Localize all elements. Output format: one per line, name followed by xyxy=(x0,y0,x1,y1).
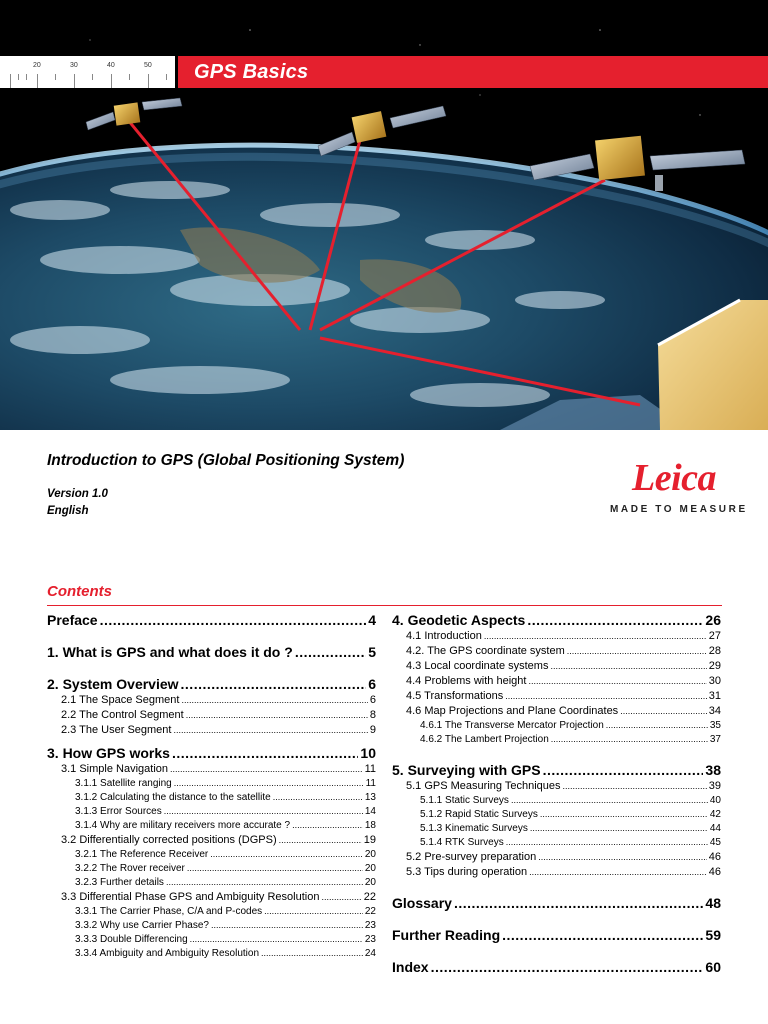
toc-leader-dots xyxy=(511,795,708,805)
toc-leader-dots xyxy=(528,676,706,686)
toc-leader-dots xyxy=(186,710,368,720)
toc-entry-page: 23 xyxy=(364,920,376,931)
toc-entry[interactable] xyxy=(392,809,721,823)
toc-leader-dots xyxy=(563,781,707,791)
toc-entry-title: Preface xyxy=(47,612,98,628)
toc-entry-page: 11 xyxy=(364,763,376,775)
toc-entry[interactable] xyxy=(47,792,376,806)
toc-entry[interactable] xyxy=(47,948,376,962)
toc-entry[interactable] xyxy=(47,763,376,778)
toc-entry-title: 3.3.1 The Carrier Phase, C/A and P-codes xyxy=(75,906,263,917)
toc-entry-page: 39 xyxy=(708,780,721,792)
toc-entry[interactable] xyxy=(47,863,376,877)
logo-tagline: MADE TO MEASURE xyxy=(610,504,748,515)
cover-image xyxy=(0,0,768,430)
toc-entry-title: 1. What is GPS and what does it do ? xyxy=(47,644,293,660)
toc-entry[interactable] xyxy=(47,891,376,906)
toc-leader-dots xyxy=(172,745,358,761)
ruler-mark: 50 xyxy=(144,62,152,69)
toc-entry[interactable] xyxy=(392,866,721,881)
toc-entry-title: 3.3.3 Double Differencing xyxy=(75,934,188,945)
leica-logo xyxy=(600,456,760,520)
toc-leader-dots xyxy=(190,934,363,944)
toc-leader-dots xyxy=(181,676,367,692)
toc-entry[interactable] xyxy=(392,734,721,748)
toc-entry[interactable] xyxy=(47,709,376,724)
toc-entry-page: 28 xyxy=(708,645,721,657)
ruler-mark: 30 xyxy=(70,62,78,69)
toc-entry-page: 13 xyxy=(364,792,376,803)
toc-entry-page: 6 xyxy=(369,694,376,706)
toc-entry-title: 3.2.3 Further details xyxy=(75,877,164,888)
toc-entry-page: 27 xyxy=(708,630,721,642)
toc-leader-dots xyxy=(100,612,367,628)
toc-leader-dots xyxy=(321,892,361,902)
toc-leader-dots xyxy=(540,809,708,819)
toc-entry-title: 2. System Overview xyxy=(47,676,179,692)
toc-entry-title: 3.3.4 Ambiguity and Ambiguity Resolution xyxy=(75,948,259,959)
toc-entry-title: 3.2.1 The Reference Receiver xyxy=(75,849,209,860)
toc-entry-title: 3.1.3 Error Sources xyxy=(75,806,162,817)
toc-leader-dots xyxy=(279,835,362,845)
toc-leader-dots xyxy=(431,959,704,975)
toc-entry-title: 3.1.4 Why are military receivers more accurate ? xyxy=(75,820,291,831)
toc-leader-dots xyxy=(210,849,363,859)
ruler-scale xyxy=(0,56,175,88)
toc-entry-page: 31 xyxy=(708,690,721,702)
toc-entry-page: 20 xyxy=(364,849,376,860)
toc-entry-title: 5.3 Tips during operation xyxy=(406,866,528,878)
toc-entry[interactable] xyxy=(392,645,721,660)
toc-leader-dots xyxy=(606,720,708,730)
toc-leader-dots xyxy=(551,734,708,744)
toc-entry-page: 14 xyxy=(364,806,376,817)
toc-entry-page: 8 xyxy=(369,709,376,721)
toc-leader-dots xyxy=(454,895,703,911)
toc-entry[interactable] xyxy=(392,660,721,675)
toc-entry[interactable] xyxy=(47,849,376,863)
toc-entry-page: 42 xyxy=(709,809,721,820)
toc-leader-dots xyxy=(174,778,364,788)
toc-leader-dots xyxy=(527,612,703,628)
toc-entry[interactable] xyxy=(392,837,721,851)
toc-entry-title: 3.1.2 Calculating the distance to the satellite xyxy=(75,792,271,803)
toc-entry[interactable] xyxy=(392,823,721,837)
toc-entry-title: 4.6.1 The Transverse Mercator Projection xyxy=(420,720,604,731)
toc-entry[interactable] xyxy=(47,745,376,763)
toc-leader-dots xyxy=(173,725,367,735)
toc-entry-page: 38 xyxy=(705,762,721,778)
document-title: GPS Basics xyxy=(194,61,309,83)
toc-entry-page: 24 xyxy=(364,948,376,959)
toc-entry-page: 11 xyxy=(365,778,376,789)
toc-right-column xyxy=(392,612,721,977)
toc-leader-dots xyxy=(543,762,704,778)
toc-entry-page: 5 xyxy=(368,644,376,660)
toc-entry-page: 37 xyxy=(709,734,721,745)
toc-entry-page: 10 xyxy=(360,745,376,761)
toc-entry-title: 5.1.1 Static Surveys xyxy=(420,795,509,806)
toc-leader-dots xyxy=(505,691,707,701)
toc-entry-title: 4.5 Transformations xyxy=(406,690,504,702)
toc-entry[interactable] xyxy=(47,778,376,792)
toc-entry[interactable] xyxy=(47,694,376,709)
toc-entry-page: 6 xyxy=(368,676,376,692)
toc-entry-title: 4.6 Map Projections and Plane Coordinates xyxy=(406,705,619,717)
ruler-mark: 40 xyxy=(107,62,115,69)
toc-entry[interactable] xyxy=(392,780,721,795)
toc-entry-title: 3. How GPS works xyxy=(47,745,170,761)
toc-entry-title: 4.2. The GPS coordinate system xyxy=(406,645,565,657)
toc-entry[interactable] xyxy=(47,806,376,820)
toc-entry-title: 3.2.2 The Rover receiver xyxy=(75,863,185,874)
toc-entry-page: 4 xyxy=(368,612,376,628)
toc-entry-page: 44 xyxy=(709,823,721,834)
toc-leader-dots xyxy=(550,661,706,671)
toc-entry-title: 5.1.4 RTK Surveys xyxy=(420,837,504,848)
toc-entry[interactable] xyxy=(47,676,376,694)
toc-entry-title: 2.2 The Control Segment xyxy=(61,709,184,721)
toc-leader-dots xyxy=(295,644,366,660)
toc-entry[interactable] xyxy=(47,820,376,834)
toc-leader-dots xyxy=(538,852,707,862)
toc-entry[interactable] xyxy=(392,612,721,630)
toc-leader-dots xyxy=(506,837,708,847)
language-label: English xyxy=(47,505,89,517)
toc-entry-title: 4. Geodetic Aspects xyxy=(392,612,526,628)
toc-leader-dots xyxy=(530,823,708,833)
toc-entry-page: 60 xyxy=(705,959,721,975)
contents-divider xyxy=(47,605,722,606)
toc-leader-dots xyxy=(170,764,363,774)
toc-leader-dots xyxy=(261,948,363,958)
toc-entry-page: 26 xyxy=(705,612,721,628)
toc-entry[interactable] xyxy=(392,795,721,809)
toc-entry-title: 3.1 Simple Navigation xyxy=(61,763,169,775)
toc-leader-dots xyxy=(502,927,703,943)
toc-entry[interactable] xyxy=(392,705,721,720)
toc-entry[interactable] xyxy=(392,762,721,780)
toc-entry-title: 4.1 Introduction xyxy=(406,630,482,642)
toc-leader-dots xyxy=(264,906,363,916)
toc-entry-page: 22 xyxy=(363,891,376,903)
logo-wordmark: Leica xyxy=(632,457,717,499)
toc-entry-page: 20 xyxy=(364,877,376,888)
toc-entry-title: 5.1.2 Rapid Static Surveys xyxy=(420,809,538,820)
toc-entry[interactable] xyxy=(47,906,376,920)
toc-entry-page: 35 xyxy=(709,720,721,731)
toc-entry-title: 4.4 Problems with height xyxy=(406,675,527,687)
toc-entry-title: 4.3 Local coordinate systems xyxy=(406,660,549,672)
toc-left-column xyxy=(47,612,376,962)
toc-leader-dots xyxy=(187,863,363,873)
toc-entry-page: 23 xyxy=(364,934,376,945)
toc-entry-title: 5.2 Pre-survey preparation xyxy=(406,851,537,863)
toc-entry-title: 4.6.2 The Lambert Projection xyxy=(420,734,549,745)
toc-entry[interactable] xyxy=(392,690,721,705)
toc-entry[interactable] xyxy=(47,834,376,849)
toc-entry-page: 59 xyxy=(705,927,721,943)
toc-entry-title: 5. Surveying with GPS xyxy=(392,762,541,778)
contents-heading: Contents xyxy=(47,583,112,600)
toc-entry-page: 46 xyxy=(708,851,721,863)
toc-entry-title: 3.2 Differentially corrected positions (DGPS) xyxy=(61,834,277,846)
toc-entry-title: 5.1 GPS Measuring Techniques xyxy=(406,780,561,792)
toc-leader-dots xyxy=(529,867,707,877)
toc-entry-title: 2.3 The User Segment xyxy=(61,724,172,736)
toc-entry-title: 3.3 Differential Phase GPS and Ambiguity Resolution xyxy=(61,891,320,903)
toc-entry-page: 22 xyxy=(364,906,376,917)
toc-leader-dots xyxy=(620,706,707,716)
toc-leader-dots xyxy=(211,920,363,930)
toc-entry-page: 29 xyxy=(708,660,721,672)
toc-entry-title: Glossary xyxy=(392,895,452,911)
toc-entry-page: 40 xyxy=(709,795,721,806)
version-label: Version 1.0 xyxy=(47,488,108,500)
toc-leader-dots xyxy=(181,695,367,705)
title-bar xyxy=(178,56,768,88)
toc-leader-dots xyxy=(273,792,363,802)
toc-entry-page: 48 xyxy=(705,895,721,911)
toc-entry-title: 3.1.1 Satellite ranging xyxy=(75,778,172,789)
toc-entry-page: 9 xyxy=(369,724,376,736)
toc-leader-dots xyxy=(567,646,707,656)
toc-entry[interactable] xyxy=(47,934,376,948)
toc-leader-dots xyxy=(292,820,363,830)
toc-entry[interactable] xyxy=(392,675,721,690)
toc-entry[interactable] xyxy=(392,927,721,945)
ruler-mark: 20 xyxy=(33,62,41,69)
toc-leader-dots xyxy=(166,877,363,887)
toc-entry-title: 2.1 The Space Segment xyxy=(61,694,180,706)
toc-entry-page: 18 xyxy=(364,820,376,831)
toc-entry[interactable] xyxy=(47,644,376,662)
toc-entry-page: 34 xyxy=(708,705,721,717)
toc-entry-page: 46 xyxy=(708,866,721,878)
toc-entry-page: 45 xyxy=(709,837,721,848)
toc-entry-title: 5.1.3 Kinematic Surveys xyxy=(420,823,528,834)
toc-entry[interactable] xyxy=(47,612,376,630)
toc-entry[interactable] xyxy=(392,720,721,734)
toc-entry[interactable] xyxy=(47,920,376,934)
toc-leader-dots xyxy=(484,631,707,641)
toc-entry-title: 3.3.2 Why use Carrier Phase? xyxy=(75,920,209,931)
toc-entry[interactable] xyxy=(392,895,721,913)
toc-entry[interactable] xyxy=(392,959,721,977)
toc-entry[interactable] xyxy=(392,851,721,866)
toc-entry[interactable] xyxy=(47,724,376,739)
toc-entry-page: 19 xyxy=(363,834,376,846)
document-subtitle: Introduction to GPS (Global Positioning System) xyxy=(47,452,405,469)
toc-entry-page: 20 xyxy=(364,863,376,874)
toc-entry-title: Index xyxy=(392,959,429,975)
toc-entry-title: Further Reading xyxy=(392,927,501,943)
toc-entry[interactable] xyxy=(47,877,376,891)
toc-leader-dots xyxy=(164,806,363,816)
toc-entry-page: 30 xyxy=(708,675,721,687)
toc-entry[interactable] xyxy=(392,630,721,645)
